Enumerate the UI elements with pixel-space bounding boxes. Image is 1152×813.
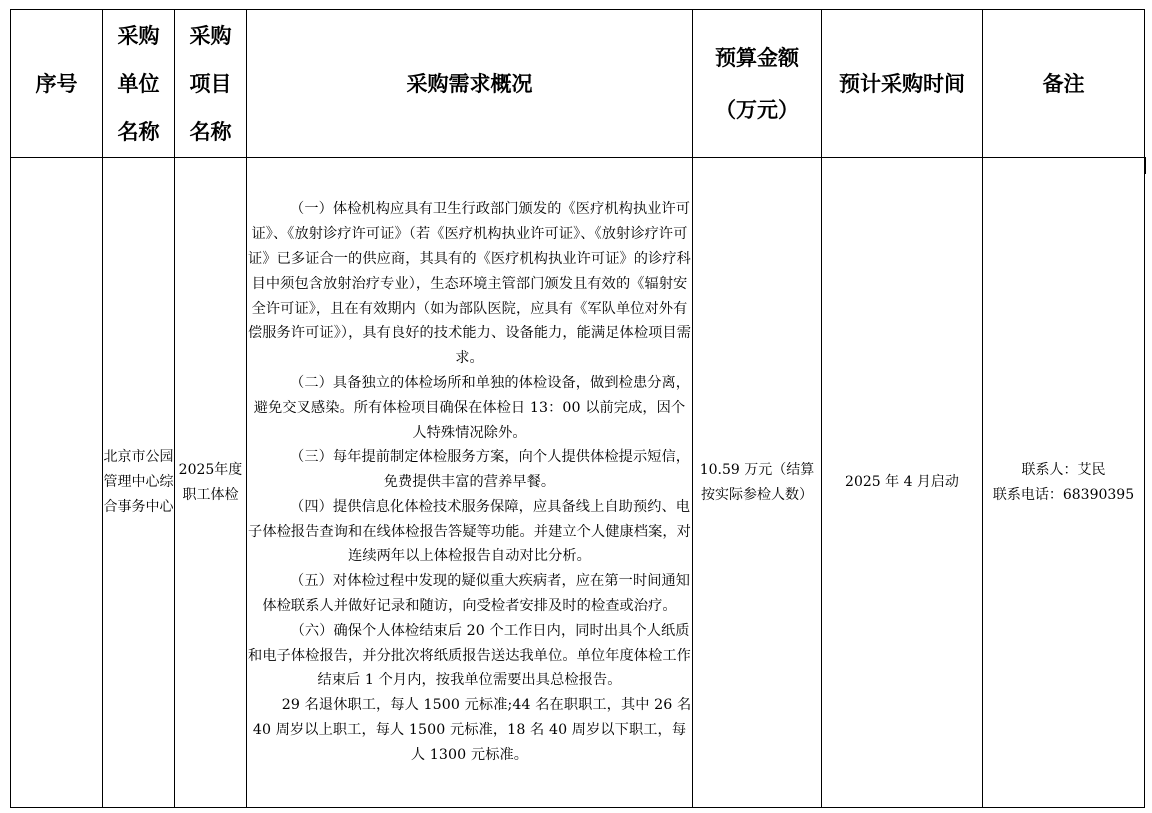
cell-project: 2025年度职工体检 — [175, 158, 247, 808]
cell-amount: 10.59 万元（结算按实际参检人数） — [693, 158, 822, 808]
procurement-table — [10, 9, 1145, 808]
header-row — [11, 10, 1145, 158]
desc-item-7: 29 名退休职工，每人 1500 元标准;44 名在职职工，其中 26 名 40 周岁以上职工，每人 1500 元标准，18 名 40 周岁以下职工，每人 1300 元标准。 — [252, 697, 692, 763]
header-unit-line-2: 单位 — [117, 70, 160, 96]
cell-unit: 北京市公园管理中心综合事务中心 — [103, 158, 175, 808]
header-time: 预计采购时间 — [822, 10, 983, 158]
desc-item-3: （三）每年提前制定体检服务方案，向个人提供体检提示短信，免费提供丰富的营养早餐。 — [290, 449, 691, 491]
desc-item-2: （二）具备独立的体检场所和单独的体检设备，做到检患分离，避免交叉感染。所有体检项目确保在体检日 13：00 以前完成，因个人特殊情况除外。 — [253, 374, 691, 441]
cell-desc — [247, 158, 693, 808]
header-project — [175, 10, 247, 158]
header-project-line-1: 采购 — [189, 22, 232, 48]
header-unit — [103, 10, 175, 158]
desc-item-6: （六）确保个人体检结束后 20 个工作日内，同时出具个人纸质和电子体检报告，并分批次将纸质报告送达我单位。单位年度体检工作结束后 1 个月内，按我单位需要出具总检报告。 — [248, 622, 691, 689]
header-project-line-3: 名称 — [189, 118, 232, 144]
header-amount-line-1: 预算金额 — [715, 44, 799, 70]
cell-time: 2025 年 4 月启动 — [822, 158, 983, 808]
table-edge-mark — [1144, 157, 1146, 174]
header-project-line-2: 项目 — [189, 70, 232, 96]
desc-item-5: （五）对体检过程中发现的疑似重大疾病者，应在第一时间通知体检联系人并做好记录和随访，向受检者安排及时的检查或治疗。 — [262, 573, 691, 615]
header-amount-line-2: （万元） — [715, 96, 799, 122]
header-unit-line-3: 名称 — [117, 118, 160, 144]
desc-item-1: （一）体检机构应具有卫生行政部门颁发的《医疗机构执业许可证》、《放射诊疗许可证》（若《医疗机构执业许可证》、《放射诊疗许可证》已多证合一的供应商，其具有的《医疗机构执业许可证》的诊疗科目中须包含放射治疗专业），生态环境主管部门颁发且有效的《辐射安全许可证》，且在有效期内（如为部队医院，应具有《军队单位对外有偿服务许可证》），具有良好的技术能力、设备能力，能满足体检项目需求。 — [247, 201, 691, 367]
header-amount — [693, 10, 822, 158]
note-contact: 联系人：艾民 — [1021, 461, 1106, 478]
header-seq: 序号 — [11, 10, 103, 158]
desc-item-4: （四）提供信息化体检技术服务保障，应具备线上自助预约、电子体检报告查询和在线体检报告答疑等功能。并建立个人健康档案，对连续两年以上体检报告自动对比分析。 — [248, 498, 691, 565]
note-phone: 联系电话：68390395 — [992, 486, 1135, 503]
header-unit-line-1: 采购 — [117, 22, 160, 48]
table-row — [11, 158, 1145, 808]
header-note: 备注 — [983, 10, 1145, 158]
cell-seq — [11, 158, 103, 808]
cell-note — [983, 158, 1145, 808]
header-desc: 采购需求概况 — [247, 10, 693, 158]
